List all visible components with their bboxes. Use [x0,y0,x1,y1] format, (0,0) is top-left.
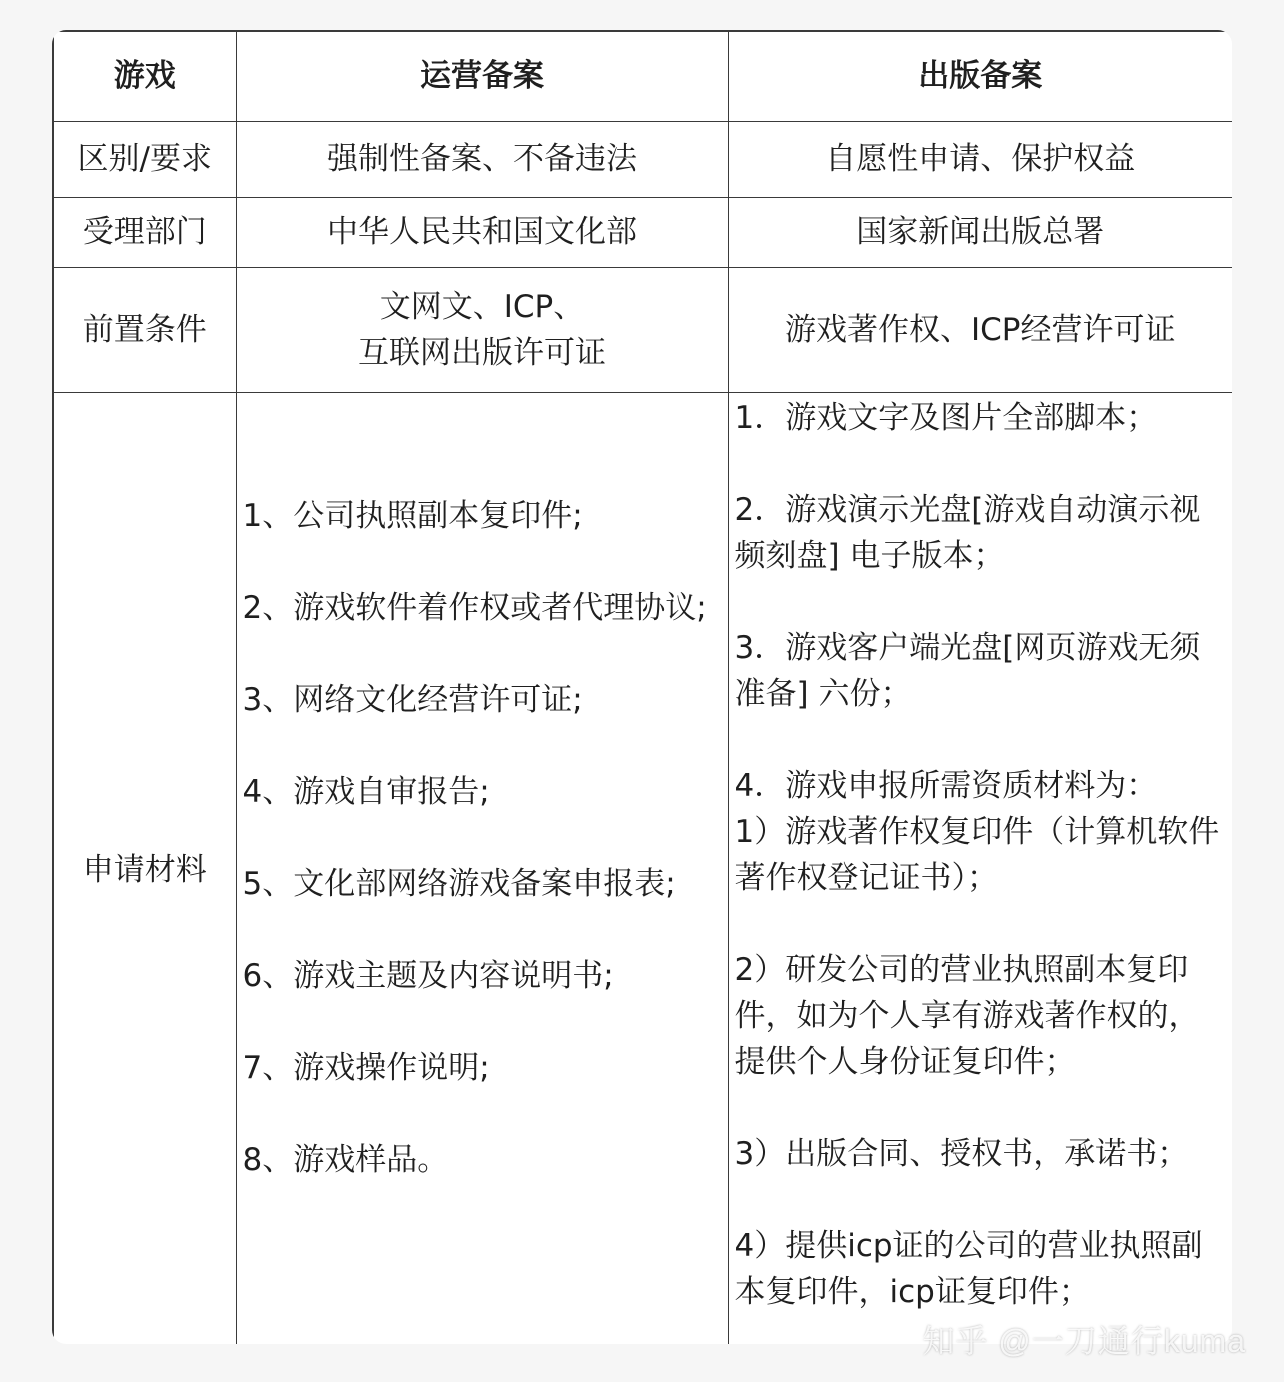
watermark: 知乎 @一刀通行kuma [922,1323,1246,1359]
row-label: 前置条件 [53,267,236,392]
publication-cell: 游戏著作权、ICP经营许可证 [728,267,1232,392]
publication-materials-cell [728,392,1232,1344]
comparison-table-card [52,30,1232,1344]
publication-cell: 自愿性申请、保护权益 [728,121,1232,197]
comparison-table [52,30,1232,1344]
publication-materials-list: 1．游戏文字及图片全部脚本； 2．游戏演示光盘[游戏自动演示视频刻盘] 电子版本； 3．游戏客户端光盘[网页游戏无须准备] 六份； 4．游戏申报所需资质材料为： 1）游戏著作权复印件（计算机软件著作权登记证书）； 2）研发公司的营业执照副本复印件，如为个人享有游戏著作权的，提供个人身份证复印件； 3）出版合同、授权书，承诺书； 4）提供icp证的公司的营业执照副本复印件，icp证复印件； [734,399,1220,1310]
header-publication-filing: 出版备案 [728,31,1232,121]
operation-cell: 文网文、ICP、 互联网出版许可证 [236,267,728,392]
row-label: 区别/要求 [53,121,236,197]
row-label: 受理部门 [53,197,236,267]
publication-cell: 国家新闻出版总署 [728,197,1232,267]
table-header-row [53,31,1232,121]
table-row [53,267,1232,392]
table-row [53,392,1232,1344]
operation-cell: 强制性备案、不备违法 [236,121,728,197]
row-label: 申请材料 [53,392,236,1344]
operation-cell: 中华人民共和国文化部 [236,197,728,267]
header-game: 游戏 [53,31,236,121]
table-row [53,121,1232,197]
operation-materials-cell [236,392,728,1344]
header-operation-filing: 运营备案 [236,31,728,121]
table-row [53,197,1232,267]
operation-materials-list: 1、公司执照副本复印件; 2、游戏软件着作权或者代理协议; 3、网络文化经营许可证; 4、游戏自审报告; 5、文化部网络游戏备案申报表; 6、游戏主题及内容说明书; 7、游戏操作说明; 8、游戏样品。 [242,497,707,1178]
